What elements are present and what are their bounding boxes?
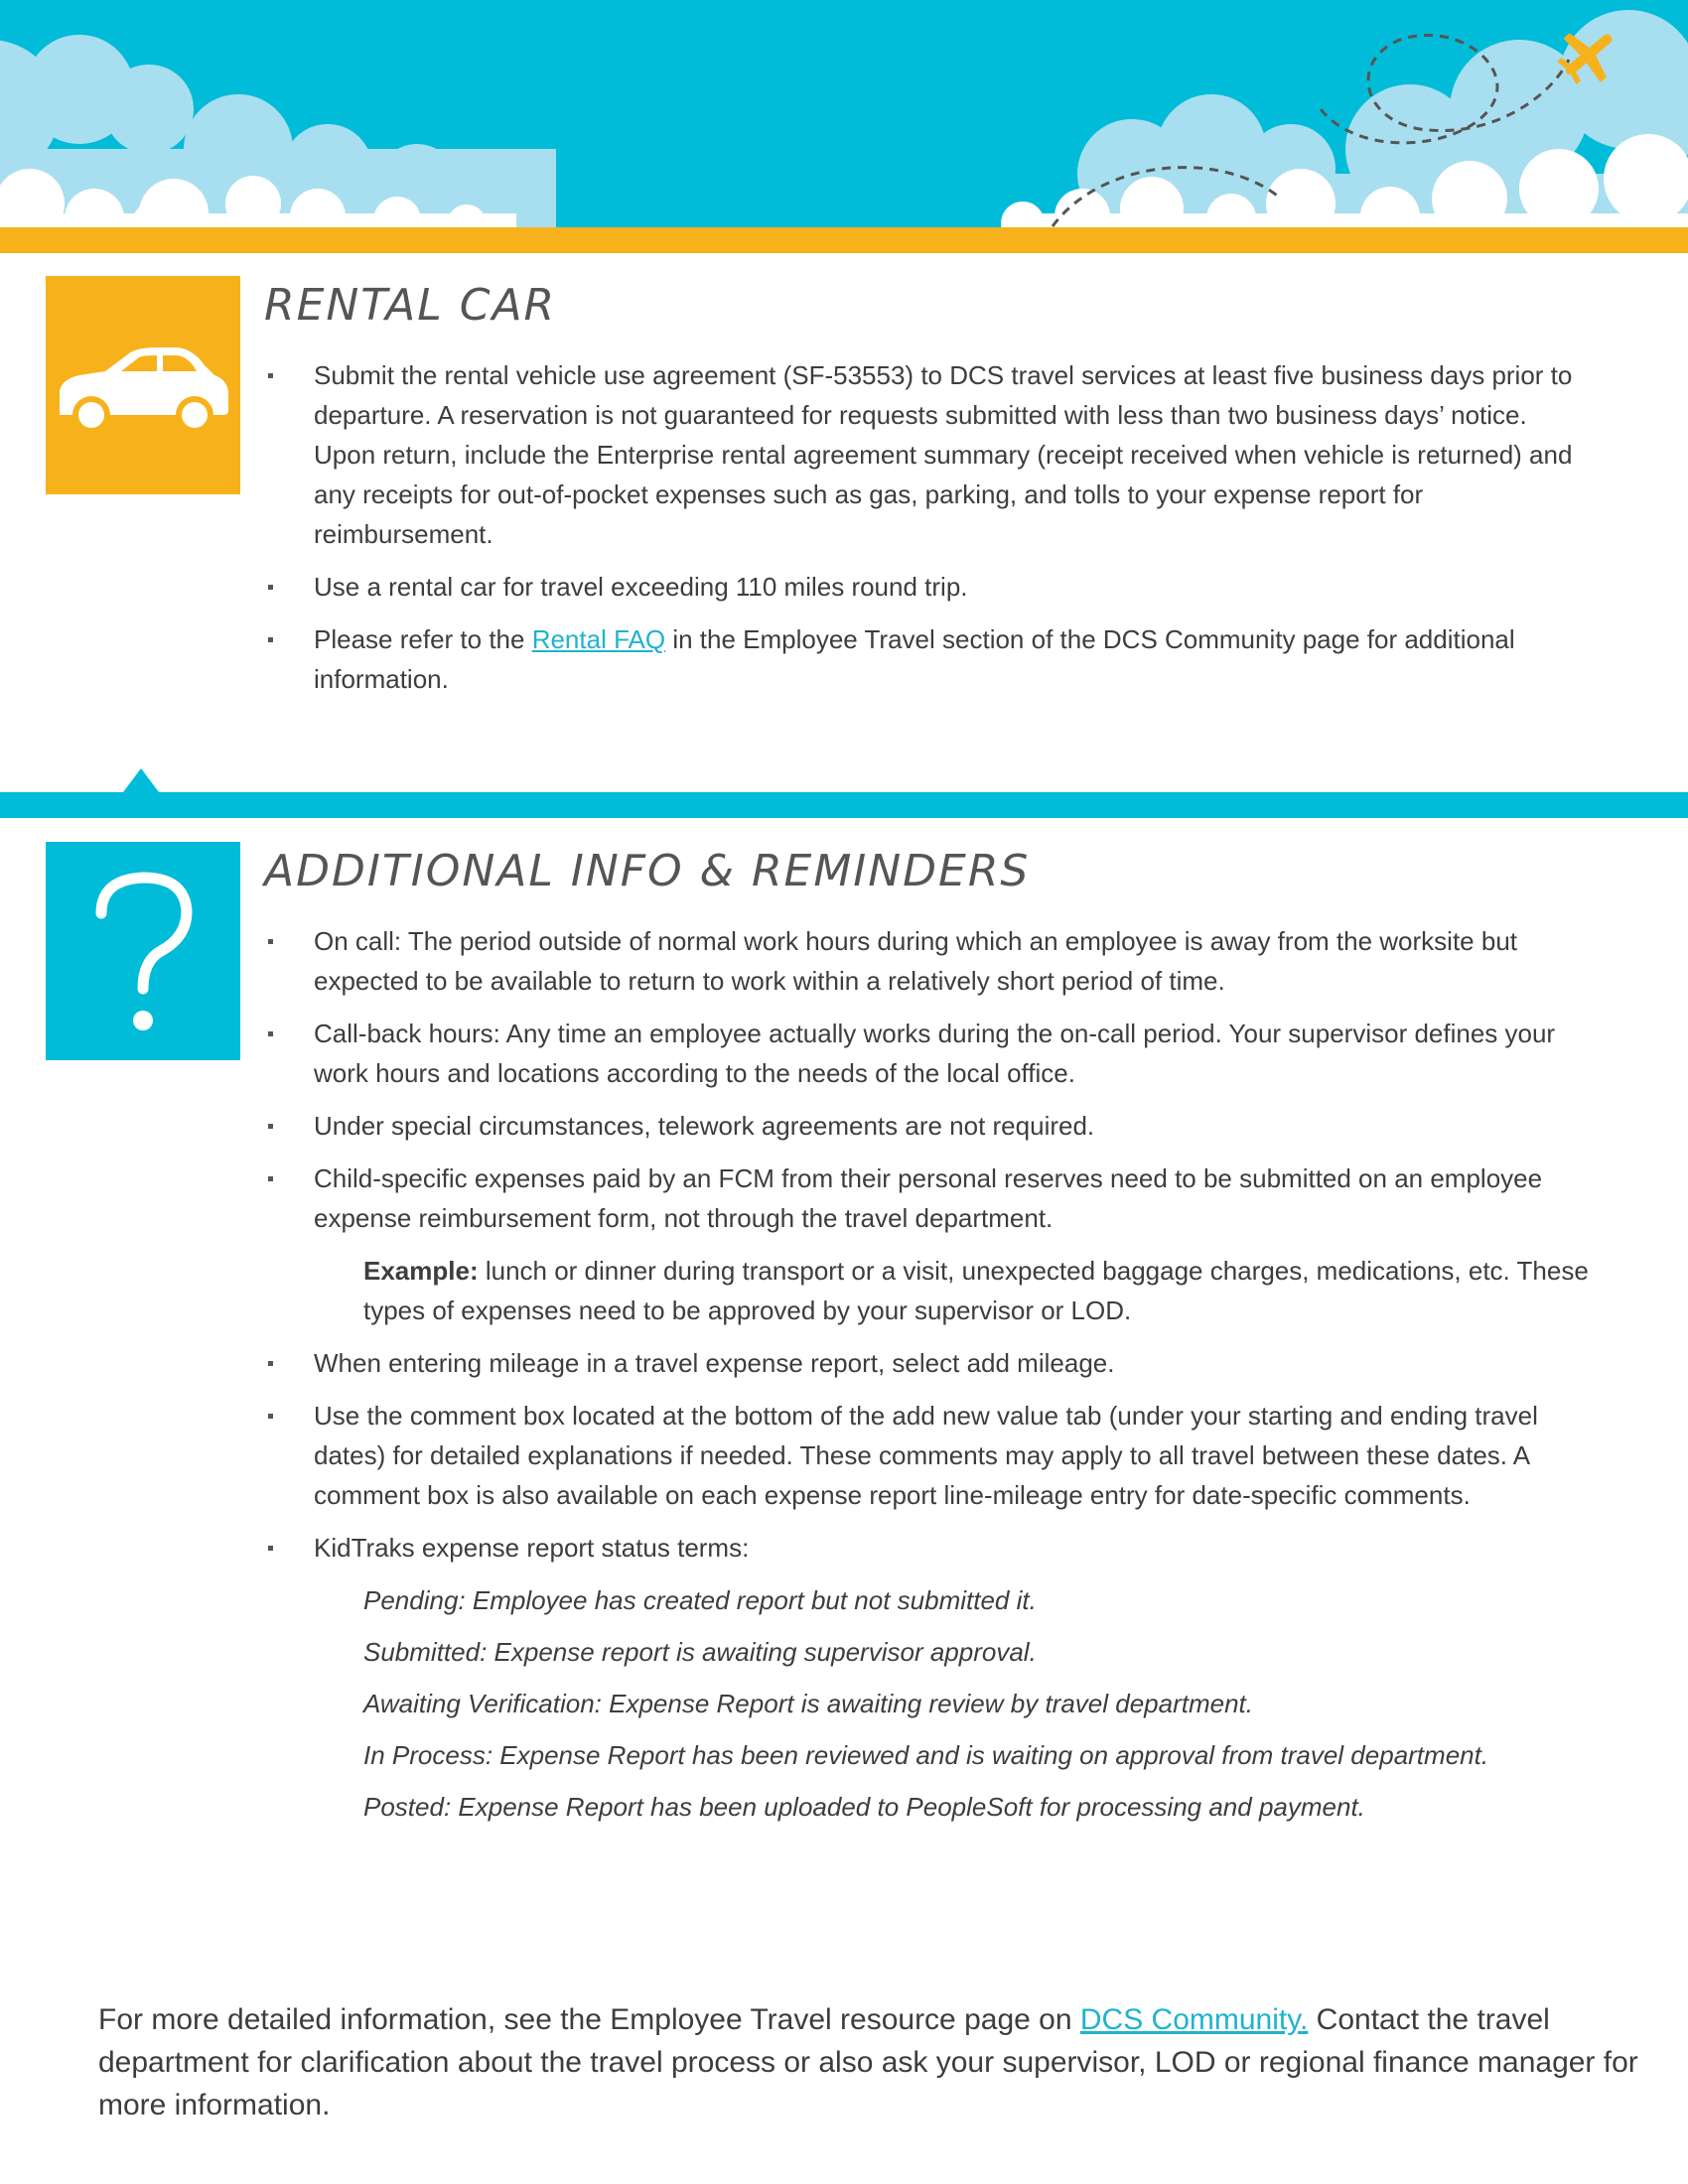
car-icon [46, 276, 240, 494]
rental-faq-link[interactable]: Rental FAQ [531, 624, 666, 654]
additional-info-title: ADDITIONAL INFO & REMINDERS [264, 846, 1031, 896]
list-item [264, 619, 1595, 699]
status-term: Submitted: Expense report is awaiting supervisor approval. [363, 1637, 1037, 1667]
question-icon-tile [46, 842, 240, 1060]
orange-section-divider [0, 227, 1688, 253]
example-label: Example: [363, 1256, 479, 1286]
footer-note [98, 1998, 1647, 2126]
car-icon-tile [46, 276, 240, 494]
faq-text-before: Please refer to the [314, 624, 532, 654]
list-item: Submit the rental vehicle use agreement (SF-53553) to DCS travel services at least five business days prior to departure. A reservation is not guaranteed for requests submitted with less than two business days’ notice. Upon return, include the Enterprise rental agreement summary (receipt received when vehicle is returned) and any receipts for out-of-pocket expenses such as gas, parking, and tolls to your expense report for reimbursement. [264, 355, 1595, 554]
list-item: KidTraks expense report status terms: [264, 1528, 1595, 1568]
footer-text-after: Contact the travel department for clarification about the travel process or also ask your supervisor, LOD or regional finance manager for more information. [98, 2003, 1638, 2121]
teal-section-divider [0, 792, 1688, 818]
list-item: Under special circumstances, telework agreements are not required. [264, 1106, 1595, 1146]
list-item: On call: The period outside of normal work hours during which an employee is away from the worksite but expected to be available to return to work within a relatively short period of time. [264, 921, 1595, 1001]
status-term: In Process: Expense Report has been reviewed and is waiting on approval from travel department. [363, 1740, 1489, 1770]
teal-divider-notch [123, 768, 159, 792]
status-term: Pending: Employee has created report but not submitted it. [363, 1585, 1037, 1615]
sky-header-banner [0, 0, 1688, 253]
example-text: lunch or dinner during transport or a visit, unexpected baggage charges, medications, etc. These types of expenses need to be approved by your supervisor or LOD. [363, 1256, 1589, 1325]
list-item: Use the comment box located at the bottom of the add new value tab (under your starting and ending travel dates) for detailed explanations if needed. These comments may apply to all travel between these dates. A comment box is also available on each expense report line-mileage entry for date-specific comments. [264, 1396, 1595, 1515]
airplane-icon [1554, 20, 1623, 89]
rental-car-list [264, 355, 1595, 712]
footer-text-before: For more detailed information, see the Employee Travel resource page on [98, 2003, 1080, 2036]
dcs-community-link[interactable]: DCS Community. [1079, 2003, 1309, 2036]
status-term: Posted: Expense Report has been uploaded to PeopleSoft for processing and payment. [363, 1792, 1365, 1822]
list-item: Call-back hours: Any time an employee actually works during the on-call period. Your supervisor defines your work hours and locations according to the needs of the local office. [264, 1014, 1595, 1093]
list-item: Child-specific expenses paid by an FCM from their personal reserves need to be submitted on an employee expense reimbursement form, not through the travel department. [264, 1159, 1595, 1238]
example-note [264, 1251, 1595, 1330]
additional-info-list [264, 921, 1595, 1839]
faq-text-after: in the Employee Travel section of the DCS Community page for additional information. [314, 624, 1515, 694]
rental-car-title: RENTAL CAR [264, 280, 557, 331]
list-item: When entering mileage in a travel expense report, select add mileage. [264, 1343, 1595, 1383]
status-term: Awaiting Verification: Expense Report is awaiting review by travel department. [363, 1689, 1253, 1718]
list-item: Use a rental car for travel exceeding 110 miles round trip. [264, 567, 1595, 607]
question-mark-icon [46, 842, 240, 1060]
